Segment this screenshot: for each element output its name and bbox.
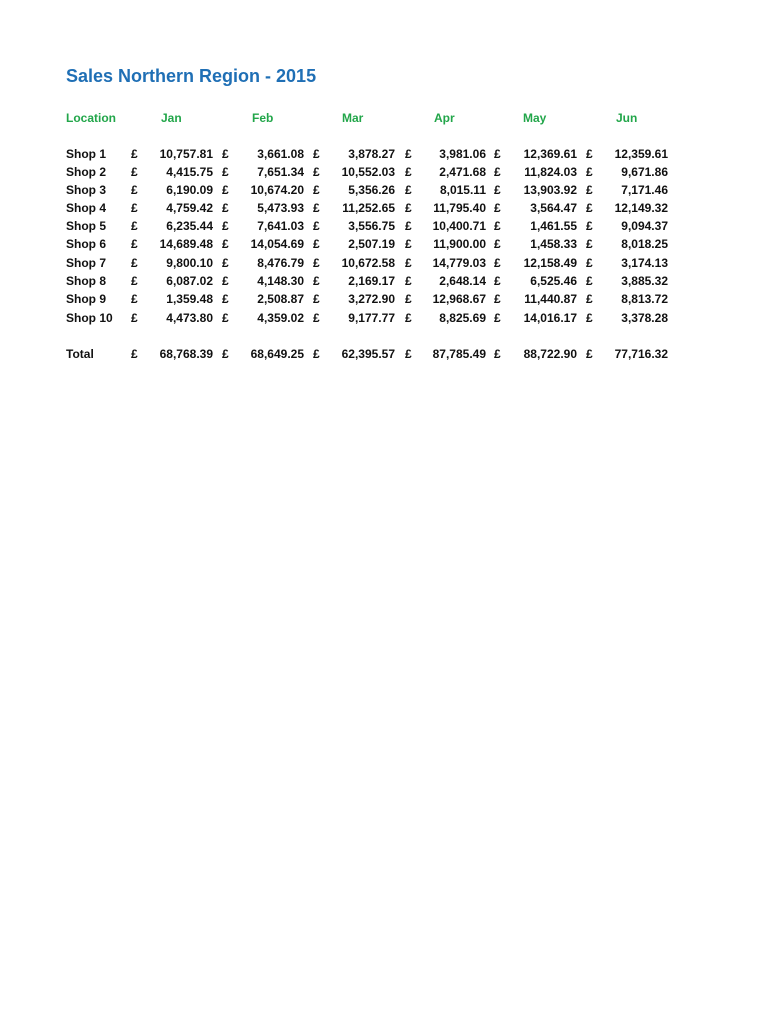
- currency-symbol: £: [405, 237, 412, 251]
- currency-symbol: £: [586, 237, 593, 251]
- value-jun: 9,671.86: [621, 165, 668, 179]
- currency-symbol: £: [494, 292, 501, 306]
- currency-symbol: £: [313, 347, 320, 361]
- value-apr: 14,779.03: [432, 256, 486, 270]
- currency-symbol: £: [405, 147, 412, 161]
- currency-symbol: £: [313, 219, 320, 233]
- value-apr: 2,471.68: [439, 165, 486, 179]
- currency-symbol: £: [222, 347, 229, 361]
- currency-symbol: £: [131, 274, 138, 288]
- currency-symbol: £: [131, 201, 138, 215]
- header-jun: Jun: [616, 111, 638, 125]
- total-may: 88,722.90: [523, 347, 577, 361]
- currency-symbol: £: [222, 256, 229, 270]
- value-jan: 10,757.81: [159, 147, 213, 161]
- value-may: 3,564.47: [530, 201, 577, 215]
- value-feb: 4,359.02: [257, 311, 304, 325]
- currency-symbol: £: [222, 147, 229, 161]
- row-label: Shop 4: [66, 201, 107, 215]
- value-feb: 7,651.34: [257, 165, 304, 179]
- currency-symbol: £: [494, 347, 501, 361]
- currency-symbol: £: [131, 165, 138, 179]
- currency-symbol: £: [586, 201, 593, 215]
- currency-symbol: £: [586, 256, 593, 270]
- currency-symbol: £: [405, 347, 412, 361]
- currency-symbol: £: [405, 274, 412, 288]
- value-mar: 9,177.77: [348, 311, 395, 325]
- currency-symbol: £: [131, 292, 138, 306]
- value-jun: 12,359.61: [614, 147, 668, 161]
- value-jan: 4,759.42: [166, 201, 213, 215]
- row-label: Shop 9: [66, 292, 107, 306]
- header-apr: Apr: [434, 111, 455, 125]
- value-jun: 3,174.13: [621, 256, 668, 270]
- total-feb: 68,649.25: [250, 347, 304, 361]
- currency-symbol: £: [313, 183, 320, 197]
- currency-symbol: £: [494, 165, 501, 179]
- row-label: Shop 6: [66, 237, 107, 251]
- value-feb: 4,148.30: [257, 274, 304, 288]
- header-may: May: [523, 111, 547, 125]
- value-apr: 11,900.00: [433, 237, 486, 251]
- currency-symbol: £: [313, 201, 320, 215]
- currency-symbol: £: [131, 311, 138, 325]
- currency-symbol: £: [222, 219, 229, 233]
- table-row: [0, 145, 768, 163]
- currency-symbol: £: [494, 311, 501, 325]
- currency-symbol: £: [313, 292, 320, 306]
- value-feb: 8,476.79: [257, 256, 304, 270]
- currency-symbol: £: [222, 165, 229, 179]
- table-row: [0, 199, 768, 217]
- currency-symbol: £: [586, 311, 593, 325]
- header-mar: Mar: [342, 111, 364, 125]
- currency-symbol: £: [494, 219, 501, 233]
- currency-symbol: £: [222, 183, 229, 197]
- value-jun: 3,378.28: [621, 311, 668, 325]
- currency-symbol: £: [131, 183, 138, 197]
- total-mar: 62,395.57: [341, 347, 395, 361]
- currency-symbol: £: [494, 256, 501, 270]
- table-row: [0, 290, 768, 308]
- table-row: [0, 181, 768, 199]
- currency-symbol: £: [222, 201, 229, 215]
- currency-symbol: £: [222, 237, 229, 251]
- value-mar: 3,556.75: [348, 219, 395, 233]
- value-may: 6,525.46: [530, 274, 577, 288]
- currency-symbol: £: [494, 183, 501, 197]
- value-jun: 7,171.46: [621, 183, 668, 197]
- currency-symbol: £: [586, 292, 593, 306]
- table-row: [0, 272, 768, 290]
- total-apr: 87,785.49: [432, 347, 486, 361]
- value-jan: 6,235.44: [166, 219, 213, 233]
- value-may: 1,458.33: [530, 237, 577, 251]
- currency-symbol: £: [131, 256, 138, 270]
- currency-symbol: £: [586, 147, 593, 161]
- value-may: 13,903.92: [523, 183, 577, 197]
- total-row: [0, 345, 768, 363]
- currency-symbol: £: [131, 219, 138, 233]
- currency-symbol: £: [313, 274, 320, 288]
- value-feb: 14,054.69: [250, 237, 304, 251]
- currency-symbol: £: [313, 237, 320, 251]
- table-row: [0, 309, 768, 327]
- page-title: Sales Northern Region - 2015: [66, 66, 317, 86]
- row-label: Shop 5: [66, 219, 107, 233]
- value-jan: 9,800.10: [166, 256, 213, 270]
- total-jun: 77,716.32: [614, 347, 668, 361]
- table-row: [0, 217, 768, 235]
- currency-symbol: £: [131, 237, 138, 251]
- currency-symbol: £: [222, 292, 229, 306]
- value-apr: 8,015.11: [439, 183, 486, 197]
- total-jan: 68,768.39: [159, 347, 213, 361]
- table-row: [0, 235, 768, 253]
- value-mar: 2,169.17: [348, 274, 395, 288]
- value-jun: 9,094.37: [621, 219, 668, 233]
- value-jan: 1,359.48: [166, 292, 213, 306]
- row-label: Shop 3: [66, 183, 107, 197]
- value-jun: 12,149.32: [614, 201, 668, 215]
- value-jan: 4,473.80: [166, 311, 213, 325]
- value-may: 14,016.17: [523, 311, 577, 325]
- value-mar: 3,272.90: [348, 292, 395, 306]
- currency-symbol: £: [222, 274, 229, 288]
- currency-symbol: £: [494, 274, 501, 288]
- value-jan: 14,689.48: [159, 237, 213, 251]
- currency-symbol: £: [405, 201, 412, 215]
- value-jun: 8,018.25: [621, 237, 668, 251]
- currency-symbol: £: [313, 256, 320, 270]
- value-may: 1,461.55: [530, 219, 577, 233]
- value-mar: 11,252.65: [342, 201, 395, 215]
- row-label: Shop 1: [66, 147, 107, 161]
- currency-symbol: £: [313, 147, 320, 161]
- currency-symbol: £: [494, 237, 501, 251]
- value-apr: 12,968.67: [432, 292, 486, 306]
- currency-symbol: £: [405, 292, 412, 306]
- currency-symbol: £: [586, 274, 593, 288]
- total-label: Total: [66, 347, 94, 361]
- value-feb: 7,641.03: [257, 219, 304, 233]
- value-jun: 3,885.32: [621, 274, 668, 288]
- value-apr: 10,400.71: [432, 219, 486, 233]
- value-feb: 10,674.20: [250, 183, 304, 197]
- value-apr: 3,981.06: [439, 147, 486, 161]
- value-mar: 3,878.27: [348, 147, 395, 161]
- currency-symbol: £: [405, 256, 412, 270]
- currency-symbol: £: [586, 165, 593, 179]
- value-mar: 5,356.26: [348, 183, 395, 197]
- value-may: 12,158.49: [523, 256, 577, 270]
- currency-symbol: £: [494, 201, 501, 215]
- row-label: Shop 7: [66, 256, 107, 270]
- value-may: 11,440.87: [524, 292, 577, 306]
- currency-symbol: £: [131, 347, 138, 361]
- header-location: Location: [66, 111, 116, 125]
- value-mar: 10,552.03: [341, 165, 395, 179]
- currency-symbol: £: [494, 147, 501, 161]
- value-jan: 6,087.02: [166, 274, 213, 288]
- currency-symbol: £: [222, 311, 229, 325]
- value-jan: 6,190.09: [166, 183, 213, 197]
- value-apr: 11,795.40: [433, 201, 486, 215]
- currency-symbol: £: [313, 311, 320, 325]
- row-label: Shop 2: [66, 165, 107, 179]
- currency-symbol: £: [586, 183, 593, 197]
- currency-symbol: £: [131, 147, 138, 161]
- value-may: 12,369.61: [523, 147, 577, 161]
- value-jan: 4,415.75: [166, 165, 213, 179]
- value-feb: 5,473.93: [257, 201, 304, 215]
- row-label: Shop 8: [66, 274, 107, 288]
- header-jan: Jan: [161, 111, 182, 125]
- currency-symbol: £: [405, 165, 412, 179]
- currency-symbol: £: [405, 219, 412, 233]
- value-may: 11,824.03: [524, 165, 577, 179]
- value-mar: 2,507.19: [348, 237, 395, 251]
- value-feb: 2,508.87: [257, 292, 304, 306]
- header-feb: Feb: [252, 111, 274, 125]
- table-row: [0, 163, 768, 181]
- currency-symbol: £: [586, 219, 593, 233]
- value-feb: 3,661.08: [257, 147, 304, 161]
- row-label: Shop 10: [66, 311, 113, 325]
- value-apr: 2,648.14: [439, 274, 486, 288]
- value-mar: 10,672.58: [341, 256, 395, 270]
- currency-symbol: £: [405, 183, 412, 197]
- currency-symbol: £: [405, 311, 412, 325]
- currency-symbol: £: [586, 347, 593, 361]
- value-jun: 8,813.72: [621, 292, 668, 306]
- value-apr: 8,825.69: [439, 311, 486, 325]
- table-row: [0, 254, 768, 272]
- currency-symbol: £: [313, 165, 320, 179]
